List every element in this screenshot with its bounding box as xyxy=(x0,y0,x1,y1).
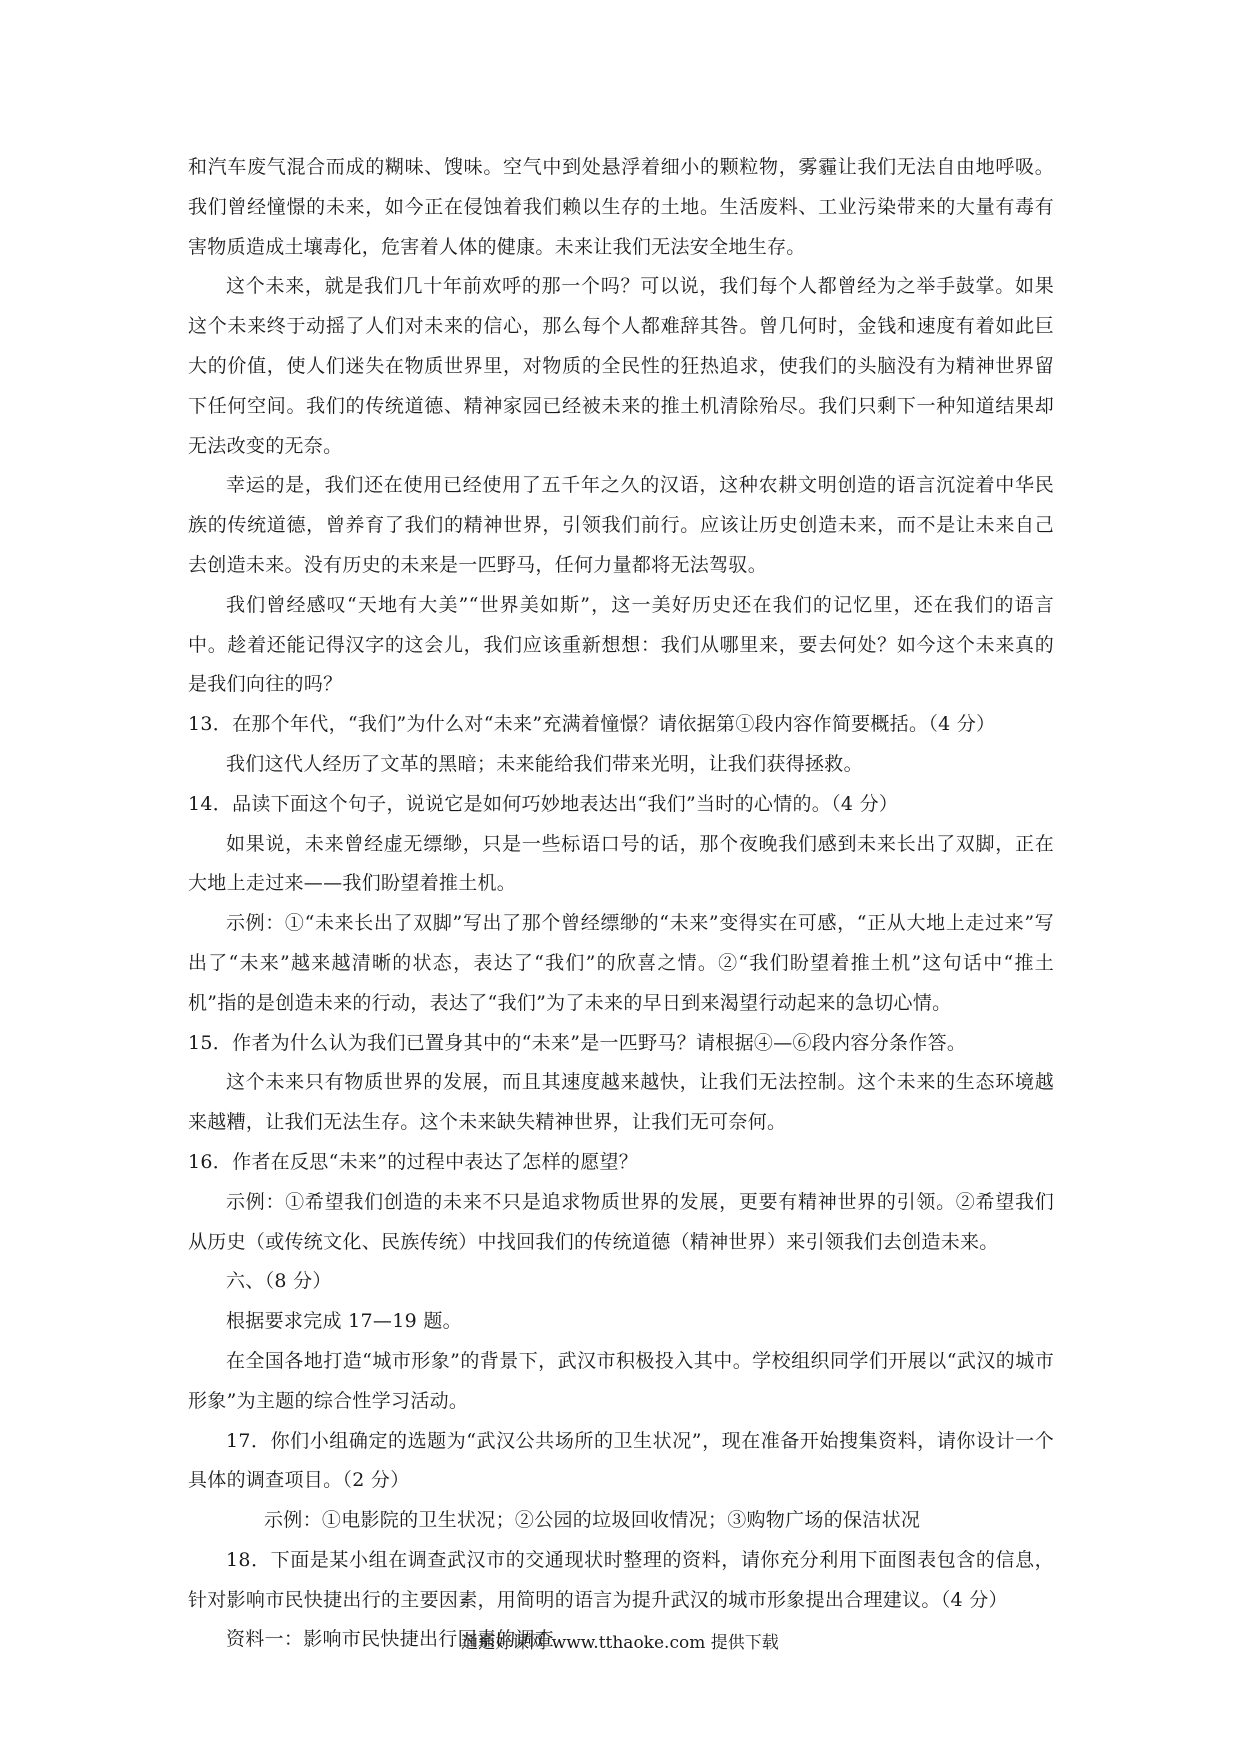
section-six-background: 在全国各地打造“城市形象”的背景下，武汉市积极投入其中。学校组织同学们开展以“武汉的城市形象”为主题的综合性学习活动。 xyxy=(188,1349,1054,1412)
question-15: 15．作者为什么认为我们已置身其中的“未来”是一匹野马？请根据④—⑥段内容分条作答。 xyxy=(188,1031,967,1054)
answer-15: 这个未来只有物质世界的发展，而且其速度越来越快，让我们无法控制。这个未来的生态环境越来越糟，让我们无法生存。这个未来缺失精神世界，让我们无可奈何。 xyxy=(188,1071,1054,1134)
paragraph-continuation: 和汽车废气混合而成的糊味、馊味。空气中到处悬浮着细小的颗粒物，雾霾让我们无法自由地呼吸。我们曾经憧憬的未来，如今正在侵蚀着我们赖以生存的土地。生活废料、工业污染带来的大量有毒有害物质造成土壤毒化，危害着人体的健康。未来让我们无法安全地生存。 xyxy=(188,156,1054,258)
paragraph-history-beauty: 我们曾经感叹“天地有大美”“世界美如斯”，这一美好历史还在我们的记忆里，还在我们的语言中。趁着还能记得汉字的这会儿，我们应该重新想想：我们从哪里来，要去何处？如今这个未来真的是我们向往的吗？ xyxy=(188,593,1054,696)
page-content xyxy=(188,148,1054,1660)
answer-14: 示例：①“未来长出了双脚”写出了那个曾经缥缈的“未来”变得实在可感，“正从大地上走过来”写出了“未来”越来越清晰的状态，表达了“我们”的欣喜之情。②“我们盼望着推土机”这句话中“推土机”指的是创造未来的行动，表达了“我们”为了未来的早日到来渴望行动起来的急切心情。 xyxy=(188,912,1054,1014)
paragraph-chinese-language: 幸运的是，我们还在使用已经使用了五千年之久的汉语，这种农耕文明创造的语言沉淀着中华民族的传统道德，曾养育了我们的精神世界，引领我们前行。应该让历史创造未来，而不是让未来自己去创造未来。没有历史的未来是一匹野马，任何力量都将无法驾驭。 xyxy=(188,474,1054,576)
quoted-sentence-14: 如果说，未来曾经虚无缥缈，只是一些标语口号的话，那个夜晚我们感到未来长出了双脚，正在大地上走过来——我们盼望着推土机。 xyxy=(188,832,1054,895)
answer-13: 我们这代人经历了文革的黑暗；未来能给我们带来光明，让我们获得拯救。 xyxy=(226,752,863,775)
question-13: 13．在那个年代，“我们”为什么对“未来”充满着憧憬？请依据第①段内容作简要概括。（4 分） xyxy=(188,713,996,736)
question-18: 18．下面是某小组在调查武汉市的交通现状时整理的资料，请你充分利用下面图表包含的信息，针对影响市民快捷出行的主要因素，用简明的语言为提升武汉的城市形象提出合理建议。（4 分） xyxy=(188,1548,1054,1611)
question-16: 16．作者在反思“未来”的过程中表达了怎样的愿望？ xyxy=(188,1150,639,1173)
material-one-title: 资料一：影响市民快捷出行因素的调查 xyxy=(226,1628,555,1651)
section-six-instruction: 根据要求完成 17—19 题。 xyxy=(226,1310,462,1333)
paragraph-future-reflection: 这个未来，就是我们几十年前欢呼的那一个吗？可以说，我们每个人都曾经为之举手鼓掌。如果这个未来终于动摇了人们对未来的信心，那么每个人都难辞其咎。曾几何时，金钱和速度有着如此巨大的价值，使人们迷失在物质世界里，对物质的全民性的狂热追求，使我们的头脑没有为精神世界留下任何空间。我们的传统道德、精神家园已经被未来的推土机清除殆尽。我们只剩下一种知道结果却无法改变的无奈。 xyxy=(188,275,1054,457)
answer-16: 示例：①希望我们创造的未来不只是追求物质世界的发展，更要有精神世界的引领。②希望我们从历史（或传统文化、民族传统）中找回我们的传统道德（精神世界）来引领我们去创造未来。 xyxy=(188,1190,1054,1253)
section-six-heading: 六、（8 分） xyxy=(226,1270,332,1293)
question-17: 17．你们小组确定的选题为“武汉公共场所的卫生状况”，现在准备开始搜集资料，请你设计一个具体的调查项目。（2 分） xyxy=(188,1429,1054,1492)
question-14: 14．品读下面这个句子，说说它是如何巧妙地表达出“我们”当时的心情的。（4 分） xyxy=(188,792,899,815)
answer-17: 示例：①电影院的卫生状况；②公园的垃圾回收情况；③购物广场的保洁状况 xyxy=(264,1509,921,1532)
page-footer: 通通好课网 www.tthaoke.com 提供下载 xyxy=(461,1633,779,1653)
